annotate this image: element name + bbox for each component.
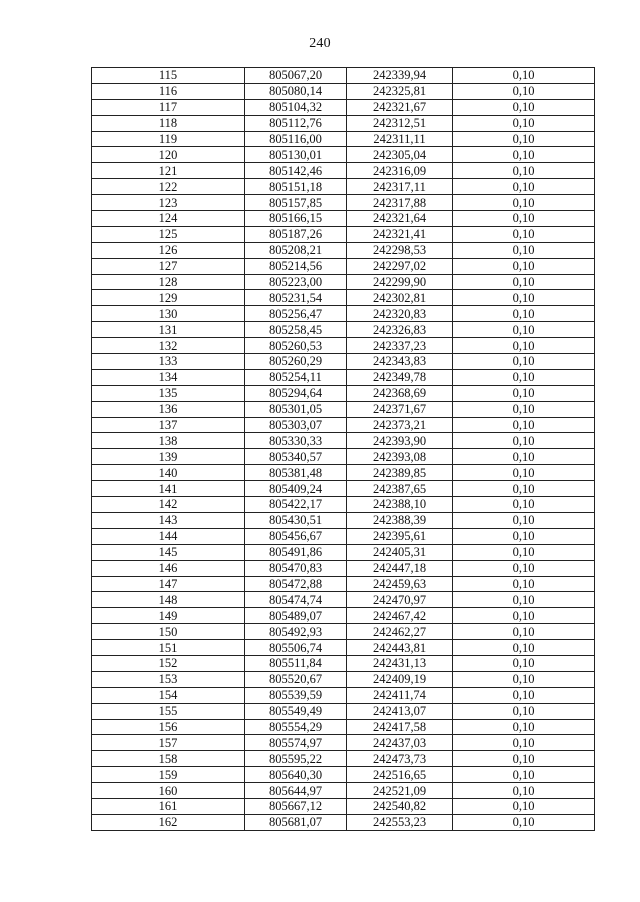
accuracy-cell: 0,10 bbox=[453, 703, 595, 719]
table-row bbox=[92, 608, 595, 624]
x-coordinate-cell: 805456,67 bbox=[245, 528, 347, 544]
x-coordinate-cell: 805667,12 bbox=[245, 798, 347, 814]
point-number-cell: 117 bbox=[92, 99, 245, 115]
table-row bbox=[92, 512, 595, 528]
y-coordinate-cell: 242316,09 bbox=[347, 163, 453, 179]
y-coordinate-cell: 242298,53 bbox=[347, 242, 453, 258]
x-coordinate-cell: 805430,51 bbox=[245, 512, 347, 528]
point-number-cell: 127 bbox=[92, 258, 245, 274]
x-coordinate-cell: 805187,26 bbox=[245, 226, 347, 242]
table-row bbox=[92, 719, 595, 735]
y-coordinate-cell: 242349,78 bbox=[347, 369, 453, 385]
point-number-cell: 151 bbox=[92, 640, 245, 656]
accuracy-cell: 0,10 bbox=[453, 465, 595, 481]
table-row bbox=[92, 528, 595, 544]
y-coordinate-cell: 242321,41 bbox=[347, 226, 453, 242]
y-coordinate-cell: 242443,81 bbox=[347, 640, 453, 656]
point-number-cell: 140 bbox=[92, 465, 245, 481]
accuracy-cell: 0,10 bbox=[453, 783, 595, 799]
table-row bbox=[92, 783, 595, 799]
point-number-cell: 126 bbox=[92, 242, 245, 258]
y-coordinate-cell: 242417,58 bbox=[347, 719, 453, 735]
point-number-cell: 161 bbox=[92, 798, 245, 814]
x-coordinate-cell: 805492,93 bbox=[245, 624, 347, 640]
point-number-cell: 150 bbox=[92, 624, 245, 640]
page-number: 240 bbox=[309, 36, 331, 51]
point-number-cell: 136 bbox=[92, 401, 245, 417]
accuracy-cell: 0,10 bbox=[453, 608, 595, 624]
coordinates-table bbox=[91, 67, 595, 831]
point-number-cell: 148 bbox=[92, 592, 245, 608]
x-coordinate-cell: 805511,84 bbox=[245, 655, 347, 671]
y-coordinate-cell: 242317,11 bbox=[347, 179, 453, 195]
point-number-cell: 120 bbox=[92, 147, 245, 163]
x-coordinate-cell: 805330,33 bbox=[245, 433, 347, 449]
x-coordinate-cell: 805130,01 bbox=[245, 147, 347, 163]
table-row bbox=[92, 417, 595, 433]
accuracy-cell: 0,10 bbox=[453, 226, 595, 242]
x-coordinate-cell: 805539,59 bbox=[245, 687, 347, 703]
y-coordinate-cell: 242521,09 bbox=[347, 783, 453, 799]
y-coordinate-cell: 242337,23 bbox=[347, 338, 453, 354]
table-row bbox=[92, 99, 595, 115]
point-number-cell: 143 bbox=[92, 512, 245, 528]
x-coordinate-cell: 805489,07 bbox=[245, 608, 347, 624]
table-row bbox=[92, 147, 595, 163]
table-row bbox=[92, 211, 595, 227]
y-coordinate-cell: 242553,23 bbox=[347, 814, 453, 830]
table-row bbox=[92, 481, 595, 497]
table-row bbox=[92, 671, 595, 687]
x-coordinate-cell: 805166,15 bbox=[245, 211, 347, 227]
y-coordinate-cell: 242431,13 bbox=[347, 655, 453, 671]
y-coordinate-cell: 242447,18 bbox=[347, 560, 453, 576]
accuracy-cell: 0,10 bbox=[453, 147, 595, 163]
point-number-cell: 123 bbox=[92, 195, 245, 211]
y-coordinate-cell: 242321,67 bbox=[347, 99, 453, 115]
point-number-cell: 133 bbox=[92, 354, 245, 370]
table-row bbox=[92, 195, 595, 211]
accuracy-cell: 0,10 bbox=[453, 497, 595, 513]
table-row bbox=[92, 322, 595, 338]
point-number-cell: 124 bbox=[92, 211, 245, 227]
accuracy-cell: 0,10 bbox=[453, 131, 595, 147]
y-coordinate-cell: 242393,08 bbox=[347, 449, 453, 465]
point-number-cell: 152 bbox=[92, 655, 245, 671]
y-coordinate-cell: 242312,51 bbox=[347, 115, 453, 131]
x-coordinate-cell: 805681,07 bbox=[245, 814, 347, 830]
table-row bbox=[92, 687, 595, 703]
accuracy-cell: 0,10 bbox=[453, 655, 595, 671]
accuracy-cell: 0,10 bbox=[453, 258, 595, 274]
table-row bbox=[92, 767, 595, 783]
point-number-cell: 157 bbox=[92, 735, 245, 751]
point-number-cell: 160 bbox=[92, 783, 245, 799]
point-number-cell: 153 bbox=[92, 671, 245, 687]
point-number-cell: 115 bbox=[92, 68, 245, 84]
table-row bbox=[92, 624, 595, 640]
point-number-cell: 162 bbox=[92, 814, 245, 830]
table-row bbox=[92, 433, 595, 449]
x-coordinate-cell: 805301,05 bbox=[245, 401, 347, 417]
accuracy-cell: 0,10 bbox=[453, 544, 595, 560]
accuracy-cell: 0,10 bbox=[453, 512, 595, 528]
x-coordinate-cell: 805294,64 bbox=[245, 385, 347, 401]
y-coordinate-cell: 242299,90 bbox=[347, 274, 453, 290]
accuracy-cell: 0,10 bbox=[453, 211, 595, 227]
x-coordinate-cell: 805231,54 bbox=[245, 290, 347, 306]
accuracy-cell: 0,10 bbox=[453, 624, 595, 640]
point-number-cell: 135 bbox=[92, 385, 245, 401]
table-row bbox=[92, 163, 595, 179]
accuracy-cell: 0,10 bbox=[453, 306, 595, 322]
point-number-cell: 154 bbox=[92, 687, 245, 703]
accuracy-cell: 0,10 bbox=[453, 68, 595, 84]
y-coordinate-cell: 242387,65 bbox=[347, 481, 453, 497]
x-coordinate-cell: 805381,48 bbox=[245, 465, 347, 481]
point-number-cell: 128 bbox=[92, 274, 245, 290]
point-number-cell: 119 bbox=[92, 131, 245, 147]
table-row bbox=[92, 258, 595, 274]
table-row bbox=[92, 576, 595, 592]
point-number-cell: 155 bbox=[92, 703, 245, 719]
accuracy-cell: 0,10 bbox=[453, 767, 595, 783]
table-row bbox=[92, 242, 595, 258]
y-coordinate-cell: 242413,07 bbox=[347, 703, 453, 719]
x-coordinate-cell: 805491,86 bbox=[245, 544, 347, 560]
y-coordinate-cell: 242305,04 bbox=[347, 147, 453, 163]
x-coordinate-cell: 805549,49 bbox=[245, 703, 347, 719]
accuracy-cell: 0,10 bbox=[453, 449, 595, 465]
x-coordinate-cell: 805067,20 bbox=[245, 68, 347, 84]
point-number-cell: 156 bbox=[92, 719, 245, 735]
table-row bbox=[92, 385, 595, 401]
x-coordinate-cell: 805470,83 bbox=[245, 560, 347, 576]
y-coordinate-cell: 242516,65 bbox=[347, 767, 453, 783]
x-coordinate-cell: 805554,29 bbox=[245, 719, 347, 735]
table-row bbox=[92, 83, 595, 99]
table-row bbox=[92, 560, 595, 576]
point-number-cell: 137 bbox=[92, 417, 245, 433]
y-coordinate-cell: 242470,97 bbox=[347, 592, 453, 608]
point-number-cell: 121 bbox=[92, 163, 245, 179]
accuracy-cell: 0,10 bbox=[453, 433, 595, 449]
accuracy-cell: 0,10 bbox=[453, 751, 595, 767]
x-coordinate-cell: 805644,97 bbox=[245, 783, 347, 799]
y-coordinate-cell: 242411,74 bbox=[347, 687, 453, 703]
y-coordinate-cell: 242388,39 bbox=[347, 512, 453, 528]
y-coordinate-cell: 242368,69 bbox=[347, 385, 453, 401]
accuracy-cell: 0,10 bbox=[453, 576, 595, 592]
table-row bbox=[92, 338, 595, 354]
accuracy-cell: 0,10 bbox=[453, 83, 595, 99]
table-row bbox=[92, 544, 595, 560]
accuracy-cell: 0,10 bbox=[453, 274, 595, 290]
table-row bbox=[92, 369, 595, 385]
point-number-cell: 144 bbox=[92, 528, 245, 544]
x-coordinate-cell: 805340,57 bbox=[245, 449, 347, 465]
point-number-cell: 147 bbox=[92, 576, 245, 592]
x-coordinate-cell: 805208,21 bbox=[245, 242, 347, 258]
x-coordinate-cell: 805472,88 bbox=[245, 576, 347, 592]
table-row bbox=[92, 497, 595, 513]
y-coordinate-cell: 242321,64 bbox=[347, 211, 453, 227]
accuracy-cell: 0,10 bbox=[453, 560, 595, 576]
accuracy-cell: 0,10 bbox=[453, 354, 595, 370]
y-coordinate-cell: 242297,02 bbox=[347, 258, 453, 274]
accuracy-cell: 0,10 bbox=[453, 369, 595, 385]
accuracy-cell: 0,10 bbox=[453, 687, 595, 703]
point-number-cell: 129 bbox=[92, 290, 245, 306]
accuracy-cell: 0,10 bbox=[453, 401, 595, 417]
x-coordinate-cell: 805506,74 bbox=[245, 640, 347, 656]
accuracy-cell: 0,10 bbox=[453, 179, 595, 195]
y-coordinate-cell: 242388,10 bbox=[347, 497, 453, 513]
y-coordinate-cell: 242373,21 bbox=[347, 417, 453, 433]
table-row bbox=[92, 655, 595, 671]
x-coordinate-cell: 805260,53 bbox=[245, 338, 347, 354]
y-coordinate-cell: 242389,85 bbox=[347, 465, 453, 481]
table-row bbox=[92, 131, 595, 147]
x-coordinate-cell: 805080,14 bbox=[245, 83, 347, 99]
accuracy-cell: 0,10 bbox=[453, 242, 595, 258]
table-row bbox=[92, 115, 595, 131]
point-number-cell: 146 bbox=[92, 560, 245, 576]
y-coordinate-cell: 242339,94 bbox=[347, 68, 453, 84]
x-coordinate-cell: 805223,00 bbox=[245, 274, 347, 290]
table-row bbox=[92, 226, 595, 242]
point-number-cell: 141 bbox=[92, 481, 245, 497]
table-row bbox=[92, 592, 595, 608]
accuracy-cell: 0,10 bbox=[453, 195, 595, 211]
point-number-cell: 131 bbox=[92, 322, 245, 338]
accuracy-cell: 0,10 bbox=[453, 735, 595, 751]
y-coordinate-cell: 242326,83 bbox=[347, 322, 453, 338]
point-number-cell: 130 bbox=[92, 306, 245, 322]
x-coordinate-cell: 805595,22 bbox=[245, 751, 347, 767]
accuracy-cell: 0,10 bbox=[453, 322, 595, 338]
point-number-cell: 125 bbox=[92, 226, 245, 242]
accuracy-cell: 0,10 bbox=[453, 163, 595, 179]
accuracy-cell: 0,10 bbox=[453, 99, 595, 115]
x-coordinate-cell: 805574,97 bbox=[245, 735, 347, 751]
table-row bbox=[92, 306, 595, 322]
x-coordinate-cell: 805104,32 bbox=[245, 99, 347, 115]
point-number-cell: 159 bbox=[92, 767, 245, 783]
y-coordinate-cell: 242343,83 bbox=[347, 354, 453, 370]
table-row bbox=[92, 814, 595, 830]
x-coordinate-cell: 805214,56 bbox=[245, 258, 347, 274]
y-coordinate-cell: 242395,61 bbox=[347, 528, 453, 544]
table-row bbox=[92, 274, 595, 290]
x-coordinate-cell: 805151,18 bbox=[245, 179, 347, 195]
y-coordinate-cell: 242459,63 bbox=[347, 576, 453, 592]
x-coordinate-cell: 805157,85 bbox=[245, 195, 347, 211]
x-coordinate-cell: 805258,45 bbox=[245, 322, 347, 338]
y-coordinate-cell: 242540,82 bbox=[347, 798, 453, 814]
y-coordinate-cell: 242393,90 bbox=[347, 433, 453, 449]
x-coordinate-cell: 805142,46 bbox=[245, 163, 347, 179]
y-coordinate-cell: 242302,81 bbox=[347, 290, 453, 306]
point-number-cell: 145 bbox=[92, 544, 245, 560]
y-coordinate-cell: 242311,11 bbox=[347, 131, 453, 147]
accuracy-cell: 0,10 bbox=[453, 290, 595, 306]
accuracy-cell: 0,10 bbox=[453, 814, 595, 830]
point-number-cell: 132 bbox=[92, 338, 245, 354]
x-coordinate-cell: 805422,17 bbox=[245, 497, 347, 513]
table-row bbox=[92, 798, 595, 814]
x-coordinate-cell: 805254,11 bbox=[245, 369, 347, 385]
point-number-cell: 122 bbox=[92, 179, 245, 195]
accuracy-cell: 0,10 bbox=[453, 338, 595, 354]
point-number-cell: 138 bbox=[92, 433, 245, 449]
y-coordinate-cell: 242409,19 bbox=[347, 671, 453, 687]
coordinates-table-body bbox=[92, 68, 595, 831]
x-coordinate-cell: 805116,00 bbox=[245, 131, 347, 147]
y-coordinate-cell: 242473,73 bbox=[347, 751, 453, 767]
accuracy-cell: 0,10 bbox=[453, 592, 595, 608]
x-coordinate-cell: 805474,74 bbox=[245, 592, 347, 608]
table-row bbox=[92, 401, 595, 417]
x-coordinate-cell: 805640,30 bbox=[245, 767, 347, 783]
x-coordinate-cell: 805260,29 bbox=[245, 354, 347, 370]
x-coordinate-cell: 805303,07 bbox=[245, 417, 347, 433]
y-coordinate-cell: 242320,83 bbox=[347, 306, 453, 322]
accuracy-cell: 0,10 bbox=[453, 115, 595, 131]
accuracy-cell: 0,10 bbox=[453, 528, 595, 544]
table-row bbox=[92, 354, 595, 370]
point-number-cell: 116 bbox=[92, 83, 245, 99]
y-coordinate-cell: 242317,88 bbox=[347, 195, 453, 211]
point-number-cell: 149 bbox=[92, 608, 245, 624]
y-coordinate-cell: 242437,03 bbox=[347, 735, 453, 751]
table-row bbox=[92, 703, 595, 719]
point-number-cell: 118 bbox=[92, 115, 245, 131]
table-row bbox=[92, 179, 595, 195]
x-coordinate-cell: 805520,67 bbox=[245, 671, 347, 687]
y-coordinate-cell: 242325,81 bbox=[347, 83, 453, 99]
accuracy-cell: 0,10 bbox=[453, 719, 595, 735]
accuracy-cell: 0,10 bbox=[453, 671, 595, 687]
y-coordinate-cell: 242467,42 bbox=[347, 608, 453, 624]
accuracy-cell: 0,10 bbox=[453, 798, 595, 814]
accuracy-cell: 0,10 bbox=[453, 417, 595, 433]
table-row bbox=[92, 290, 595, 306]
accuracy-cell: 0,10 bbox=[453, 640, 595, 656]
table-row bbox=[92, 735, 595, 751]
table-row bbox=[92, 751, 595, 767]
y-coordinate-cell: 242371,67 bbox=[347, 401, 453, 417]
x-coordinate-cell: 805256,47 bbox=[245, 306, 347, 322]
y-coordinate-cell: 242405,31 bbox=[347, 544, 453, 560]
point-number-cell: 134 bbox=[92, 369, 245, 385]
table-row bbox=[92, 449, 595, 465]
table-row bbox=[92, 68, 595, 84]
x-coordinate-cell: 805112,76 bbox=[245, 115, 347, 131]
y-coordinate-cell: 242462,27 bbox=[347, 624, 453, 640]
point-number-cell: 142 bbox=[92, 497, 245, 513]
table-row bbox=[92, 640, 595, 656]
accuracy-cell: 0,10 bbox=[453, 385, 595, 401]
point-number-cell: 139 bbox=[92, 449, 245, 465]
x-coordinate-cell: 805409,24 bbox=[245, 481, 347, 497]
point-number-cell: 158 bbox=[92, 751, 245, 767]
table-row bbox=[92, 465, 595, 481]
accuracy-cell: 0,10 bbox=[453, 481, 595, 497]
